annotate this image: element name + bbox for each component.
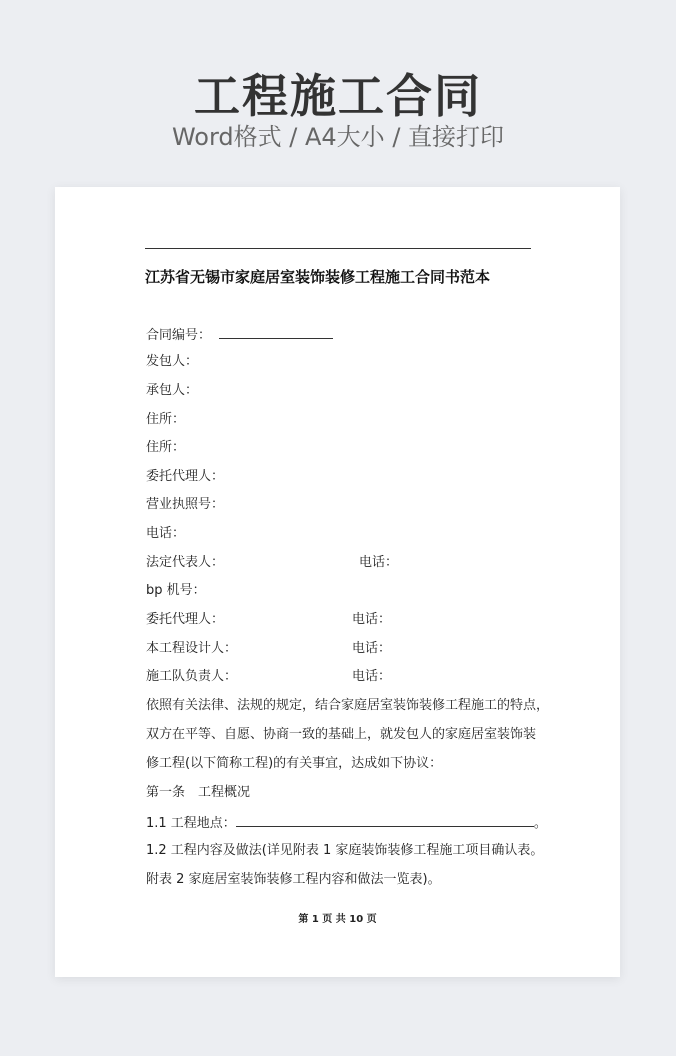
- employer-line: 发包人：: [146, 354, 199, 369]
- agent-line-1: 委托代理人：: [146, 469, 225, 484]
- page-footer: 第 1 页 共 10 页: [298, 914, 377, 925]
- article-1-heading: 第一条 工程概况: [146, 785, 251, 800]
- contractor-line: 承包人：: [146, 383, 199, 398]
- team-lead-phone-label: 电话：: [352, 669, 392, 684]
- paragraph-line-3: 修工程(以下简称工程)的有关事宜，达成如下协议：: [146, 756, 443, 771]
- banner-subtitle: Word格式 / A4大小 / 直接打印: [171, 123, 505, 151]
- agent2-label: 委托代理人：: [146, 612, 225, 627]
- banner-title: 工程施工合同: [194, 69, 482, 123]
- agent2-phone-label: 电话：: [352, 612, 392, 627]
- team-lead-label: 施工队负责人：: [146, 669, 238, 684]
- legal-rep-label: 法定代表人：: [146, 555, 225, 570]
- document-page: [55, 187, 620, 977]
- item-1-1-line: [146, 813, 547, 833]
- item-1-2-line-2: 附表 2 家庭居室装饰装修工程内容和做法一览表)。: [146, 872, 441, 887]
- designer-phone-label: 电话：: [352, 641, 392, 656]
- item-1-2-line-1: 1.2 工程内容及做法(详见附表 1 家庭装饰装修工程施工项目确认表。: [146, 843, 544, 858]
- designer-label: 本工程设计人：: [146, 641, 238, 656]
- legal-rep-phone-label: 电话：: [359, 555, 399, 570]
- paragraph-line-2: 双方在平等、自愿、协商一致的基础上，就发包人的家庭居室装饰装: [146, 727, 537, 742]
- contract-number-line: [146, 325, 333, 345]
- item-1-1-label: 1.1 工程地点：: [146, 816, 236, 831]
- agent-line-2: [146, 611, 446, 629]
- phone-line: 电话：: [146, 526, 186, 541]
- site-address-blank: [236, 813, 534, 827]
- team-lead-line: [146, 668, 446, 686]
- address-line-2: 住所：: [146, 440, 186, 455]
- document-title: 江苏省无锡市家庭居室装饰装修工程施工合同书范本: [145, 268, 491, 286]
- paragraph-line-1: 依照有关法律、法规的规定，结合家庭居室装饰装修工程施工的特点，: [146, 698, 550, 713]
- license-line: 营业执照号：: [146, 497, 225, 512]
- legal-rep-line: [146, 554, 446, 572]
- contract-number-blank: [219, 325, 333, 339]
- item-1-1-end: 。: [533, 816, 547, 831]
- address-line-1: 住所：: [146, 412, 186, 427]
- bp-line: bp 机号：: [146, 583, 206, 598]
- header-rule: [145, 248, 531, 249]
- designer-line: [146, 640, 446, 658]
- contract-number-label: 合同编号：: [146, 328, 212, 343]
